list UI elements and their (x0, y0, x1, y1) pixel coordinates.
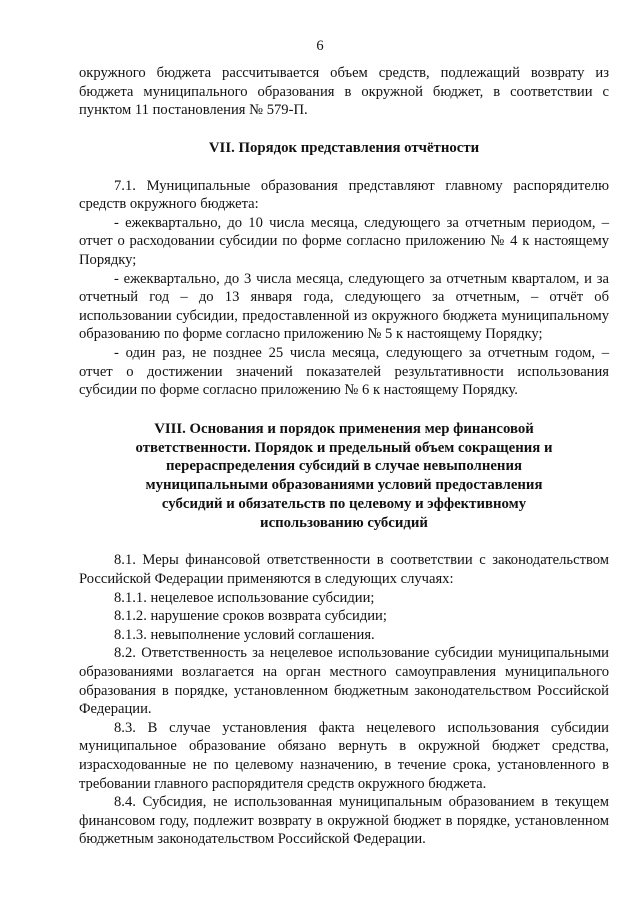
section-8-heading: VIII. Основания и порядок применения мер финансовой ответственности. Порядок и предельный объем сокращения и перераспределения субсидий в случае невыполнения муниципальными образованиями условий предоставления субсидий и обязательств по целевому и эффективному использованию субсидий (135, 420, 553, 531)
list-item-annual-performance-report: - один раз, не позднее 25 числа месяца, следующего за отчетным годом, – отчет о достижении значений показателей результативности использования субсидии по форме согласно приложению № 6 к настоящему Порядку. (79, 344, 609, 399)
paragraph-8-4: 8.4. Субсидия, не использованная муниципальным образованием в текущем финансовом году, подлежит возврату в окружной бюджет в порядке, установленном бюджетным законодательством Российской Федерации. (79, 794, 609, 848)
paragraph-8-3: 8.3. В случае установления факта нецелевого использования субсидии муниципальное образование обязано вернуть в окружной бюджет средства, израсходованные не по целевому назначению, в течение срока, установленного в требовании главного распорядителя средств окружного бюджета. (79, 719, 609, 792)
paragraph-8-1-3: 8.1.3. невыполнение условий соглашения. (114, 626, 375, 643)
list-item-quarterly-usage-report: - ежеквартально, до 3 числа месяца, следующего за отчетным кварталом, и за отчетный год – до 13 января года, следующего за отчетным, – отчёт об использовании субсидии, предоставленной из окружного бюджета муниципальному образованию по форме согласно приложению № 5 к настоящему Порядку; (79, 270, 609, 343)
section-7-heading: VII. Порядок представления отчётности (208, 139, 480, 156)
list-item-quarterly-expense-report: - ежеквартально, до 10 числа месяца, следующего за отчетным периодом, – отчет о расходовании субсидии по форме согласно приложению № 4 к настоящему Порядку; (79, 214, 609, 268)
paragraph-8-1-2: 8.1.2. нарушение сроков возврата субсидии; (114, 608, 387, 625)
page-number: 6 (316, 38, 324, 54)
paragraph-8-2: 8.2. Ответственность за нецелевое использование субсидии муниципальными образованиями возлагается на орган местного самоуправления муниципального образования в порядке, установленном бюджетным законодательством Российской Федерации. (79, 645, 609, 718)
paragraph-8-1: 8.1. Меры финансовой ответственности в соответствии с законодательством Российской Федерации применяются в следующих случаях: (79, 552, 609, 588)
paragraph-7-1: 7.1. Муниципальные образования представляют главному распорядителю средств окружного бюджета: (79, 177, 609, 213)
paragraph-8-1-1: 8.1.1. нецелевое использование субсидии; (114, 589, 375, 606)
document-body (79, 64, 609, 849)
intro-paragraph: окружного бюджета рассчитывается объем средств, подлежащий возврату из бюджета муниципального образования в окружной бюджет, в соответствии с пунктом 11 постановления № 579-П. (79, 65, 609, 119)
